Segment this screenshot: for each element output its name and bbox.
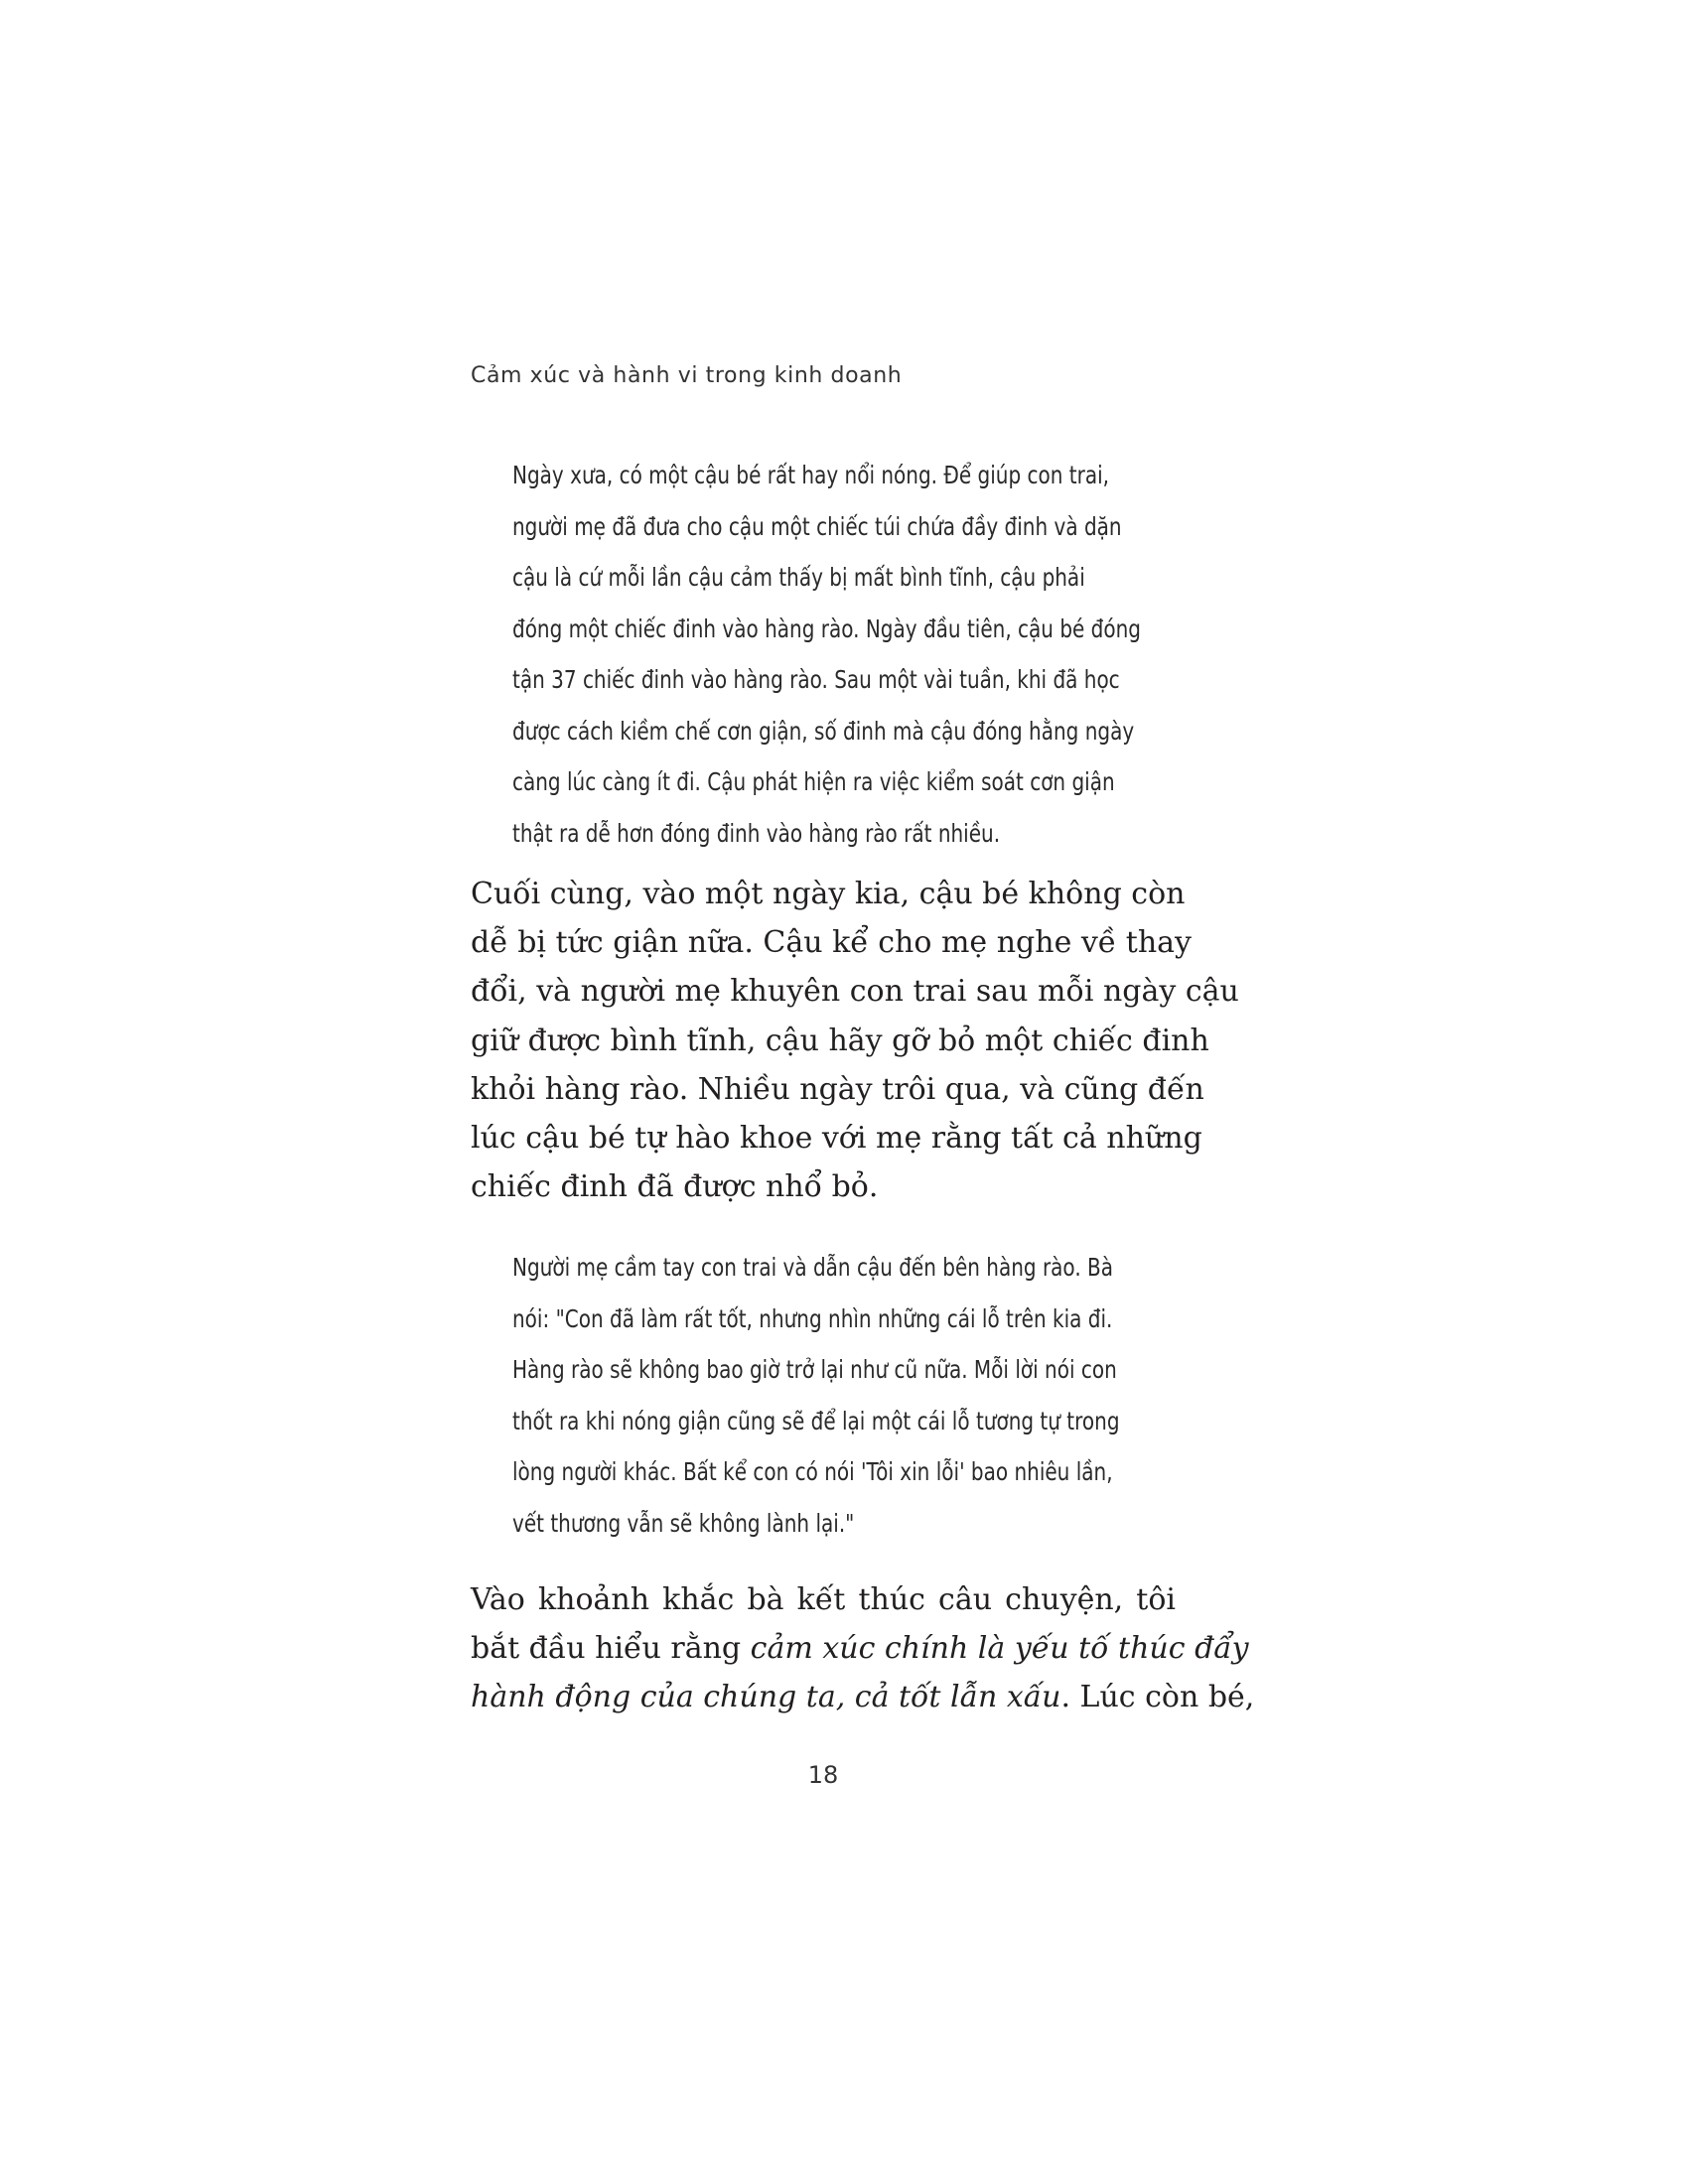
text-line: được cách kiềm chế cơn giận, số đinh mà cậu đóng hằng ngày [512, 716, 1135, 746]
text-line: lúc cậu bé tự hào khoe với mẹ rằng tất cả những [471, 1121, 1202, 1157]
text-line: thốt ra khi nóng giận cũng sẽ để lại một cái lỗ tương tự trong [512, 1406, 1120, 1435]
text-line: càng lúc càng ít đi. Cậu phát hiện ra việc kiểm soát cơn giận [512, 767, 1115, 796]
text-line: nói: "Con đã làm rất tốt, nhưng nhìn những cái lỗ trên kia đi. [512, 1303, 1113, 1333]
text-line: vết thương vẫn sẽ không lành lại." [512, 1508, 855, 1538]
emphasis-text: cảm xúc chính là yếu tố thúc đẩy [750, 1631, 1249, 1667]
text-line: dễ bị tức giận nữa. Cậu kể cho mẹ nghe về thay [471, 925, 1193, 961]
text-line: chiếc đinh đã được nhổ bỏ. [471, 1169, 879, 1205]
text-line: lòng người khác. Bất kể con có nói 'Tôi xin lỗi' bao nhiêu lần, [512, 1457, 1113, 1486]
running-header: Cảm xúc và hành vi trong kinh doanh [471, 363, 903, 388]
text-line: đóng một chiếc đinh vào hàng rào. Ngày đầu tiên, cậu bé đóng [512, 614, 1141, 643]
story-quote-first [512, 450, 1141, 859]
text-line: tận 37 chiếc đinh vào hàng rào. Sau một vài tuần, khi đã học [512, 665, 1120, 694]
body-paragraph-second [471, 1575, 1255, 1722]
text-line: thật ra dễ hơn đóng đinh vào hàng rào rất nhiều. [512, 818, 1001, 848]
text-line: giữ được bình tĩnh, cậu hãy gỡ bỏ một chiếc đinh [471, 1023, 1209, 1058]
text-line: cậu là cứ mỗi lần cậu cảm thấy bị mất bình tĩnh, cậu phải [512, 563, 1085, 592]
page-number: 18 [807, 1761, 839, 1789]
emphasis-text: hành động của chúng ta, cả tốt lẫn xấu [471, 1680, 1061, 1715]
text-line: Cuối cùng, vào một ngày kia, cậu bé không còn [471, 877, 1186, 911]
text-line: Vào khoảnh khắc bà kết thúc câu chuyện, tôi [471, 1582, 1176, 1617]
text-line: Hàng rào sẽ không bao giờ trở lại như cũ nữa. Mỗi lời nói con [512, 1355, 1117, 1384]
plain-text: . Lúc còn bé, [1060, 1680, 1255, 1715]
text-line: đổi, và người mẹ khuyên con trai sau mỗi ngày cậu [471, 974, 1239, 1010]
text-line [471, 1673, 1255, 1721]
story-quote-second [512, 1242, 1120, 1549]
body-paragraph-first [471, 870, 1239, 1211]
text-line [471, 1624, 1249, 1673]
text-line: khỏi hàng rào. Nhiều ngày trôi qua, và cũng đến [471, 1071, 1204, 1107]
text-line: người mẹ đã đưa cho cậu một chiếc túi chứa đầy đinh và dặn [512, 511, 1122, 541]
text-line: Người mẹ cầm tay con trai và dẫn cậu đến bên hàng rào. Bà [512, 1253, 1114, 1282]
text-line: Ngày xưa, có một cậu bé rất hay nổi nóng. Để giúp con trai, [512, 461, 1110, 489]
plain-text: bắt đầu hiểu rằng [471, 1631, 751, 1667]
